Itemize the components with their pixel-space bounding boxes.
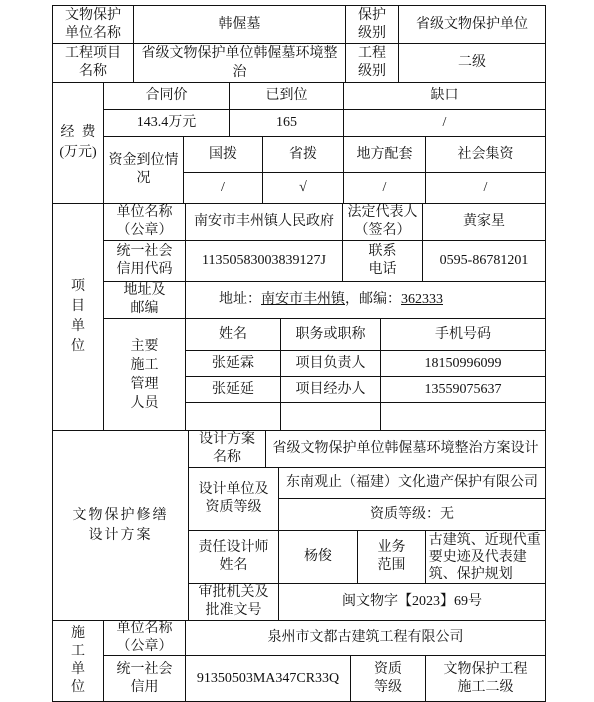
funding-source-header-social: 社会集资	[425, 136, 546, 173]
legal-rep-label-cell	[342, 203, 423, 241]
funding-header-gap: 缺口	[343, 82, 546, 110]
staff-row-1-mobile: 18150996099	[380, 350, 546, 377]
approval-number-cell: 闽文物字【2023】69号	[278, 583, 546, 621]
designer-cell: 杨俊	[278, 530, 358, 584]
designer-label: 责任设计师姓名	[198, 540, 269, 573]
construction-credit-label: 统一社会信用	[116, 661, 173, 695]
funding-value-received: 165	[229, 109, 344, 137]
staff-row-1-title: 项目负责人	[280, 350, 381, 377]
postcode-value: 362333	[401, 292, 443, 307]
staff-row-2-title: 项目经办人	[280, 376, 381, 403]
construction-qualification-cell	[425, 655, 546, 702]
business-scope-label: 业务范围	[377, 540, 406, 573]
protection-level-label: 保护级别	[357, 7, 386, 41]
design-plan-label: 设计方案名称	[198, 432, 255, 465]
staff-header-title: 职务或职称	[280, 318, 381, 351]
site-name-label-cell	[52, 5, 134, 44]
contact-phone-cell: 0595-86781201	[422, 240, 546, 282]
funding-source-value-provincial: √	[262, 172, 344, 204]
design-unit-label: 设计单位及资质等级	[198, 482, 269, 515]
construction-credit-code-cell: 91350503MA347CR33Q	[185, 655, 351, 702]
funding-source-label: 资金到位情况	[108, 153, 179, 186]
address-label: 地址及邮编	[123, 283, 166, 316]
staff-row-2-mobile: 13559075637	[380, 376, 546, 403]
funding-source-header-local: 地方配套	[343, 136, 426, 173]
project-unit-credit-code-cell: 11350583003839127J	[185, 240, 343, 282]
address-prefix: 地址：	[219, 292, 261, 307]
address-value: 南安市丰州镇	[261, 292, 345, 307]
design-qualification-cell: 资质等级：无	[278, 498, 546, 531]
funding-source-label-cell	[103, 136, 184, 204]
protection-level-label-cell	[345, 5, 399, 44]
construction-qual-label-cell	[350, 655, 426, 702]
site-name-label: 文物保护单位名称	[64, 7, 121, 41]
design-unit-cell: 东南观止（福建）文化遗产保护有限公司	[278, 467, 546, 499]
protection-level-cell: 省级文物保护单位	[398, 5, 546, 44]
address-label-cell	[103, 281, 186, 319]
project-grade-label-cell	[345, 43, 399, 83]
construction-unit-name-label-cell	[103, 620, 186, 656]
construction-credit-label-cell	[103, 655, 186, 702]
staff-empty-cell	[185, 402, 281, 431]
project-unit-credit-label-cell	[103, 240, 186, 282]
site-name-cell: 韩偓墓	[133, 5, 346, 44]
staff-empty-cell	[380, 402, 546, 431]
design-plan-cell: 省级文物保护单位韩偓墓环境整治方案设计	[265, 430, 546, 468]
approval-label: 审批机关及批准文号	[198, 585, 269, 618]
funding-header-received: 已到位	[229, 82, 344, 110]
staff-label-cell	[103, 318, 186, 431]
address-line	[219, 291, 443, 309]
project-unit-credit-label: 统一社会信用代码	[116, 244, 173, 277]
project-name-cell	[133, 43, 346, 83]
funding-source-value-social: /	[425, 172, 546, 204]
funding-label-unit: (万元)	[59, 145, 97, 160]
construction-unit-name-label: 单位名称（公章）	[116, 621, 173, 654]
construction-qual-label: 资质等级	[373, 661, 402, 695]
staff-empty-cell	[280, 402, 381, 431]
staff-label: 主要施工管理人员	[130, 338, 159, 411]
funding-source-header-national: 国拨	[183, 136, 263, 173]
funding-header-contract: 合同价	[103, 82, 230, 110]
staff-header-mobile: 手机号码	[380, 318, 546, 351]
project-unit-name-cell: 南安市丰州镇人民政府	[185, 203, 343, 241]
staff-header-name: 姓名	[185, 318, 281, 351]
design-label-cell	[52, 430, 189, 621]
construction-qualification: 文物保护工程施工二级	[443, 661, 528, 695]
project-name: 省级文物保护单位韩偓墓环境整治	[141, 46, 338, 80]
approval-label-cell	[188, 583, 279, 621]
business-scope-label-cell	[357, 530, 426, 584]
project-name-label-cell	[52, 43, 134, 83]
funding-source-value-national: /	[183, 172, 263, 204]
funding-source-header-provincial: 省拨	[262, 136, 344, 173]
address-cell	[185, 281, 546, 319]
construction-unit-name-cell: 泉州市文都古建筑工程有限公司	[185, 620, 546, 656]
funding-value-gap: /	[343, 109, 546, 137]
contact-phone-label: 联系电话	[368, 244, 397, 277]
design-unit-label-cell	[188, 467, 279, 531]
project-grade-cell: 二级	[398, 43, 546, 83]
designer-label-cell	[188, 530, 279, 584]
funding-label-cell	[52, 82, 104, 204]
staff-row-2-name: 张延延	[185, 376, 281, 403]
business-scope: 古建筑、近现代重要史迹及代表建筑、保护规划	[428, 532, 541, 582]
project-name-label: 工程项目名称	[64, 46, 121, 79]
funding-source-value-local: /	[343, 172, 426, 204]
project-unit-label-cell	[52, 203, 104, 431]
contact-phone-label-cell	[342, 240, 423, 282]
project-unit-name-label: 单位名称（公章）	[116, 205, 173, 238]
project-unit-name-label-cell	[103, 203, 186, 241]
construction-unit-label-cell	[52, 620, 104, 702]
funding-label: 经 费	[60, 125, 96, 140]
legal-rep-cell: 黄家星	[422, 203, 546, 241]
legal-rep-label: 法定代表人（签名）	[347, 205, 418, 238]
construction-unit-label: 施工单位	[70, 626, 85, 695]
project-unit-label: 项目单位	[70, 279, 85, 354]
staff-row-1-name: 张延霖	[185, 350, 281, 377]
design-plan-label-cell	[188, 430, 266, 468]
funding-value-contract: 143.4万元	[103, 109, 230, 137]
business-scope-cell	[425, 530, 546, 584]
design-label: 文物保护修缮设计方案	[72, 507, 169, 543]
postcode-prefix: ，邮编：	[345, 292, 401, 307]
project-grade-label: 工程级别	[357, 46, 386, 79]
